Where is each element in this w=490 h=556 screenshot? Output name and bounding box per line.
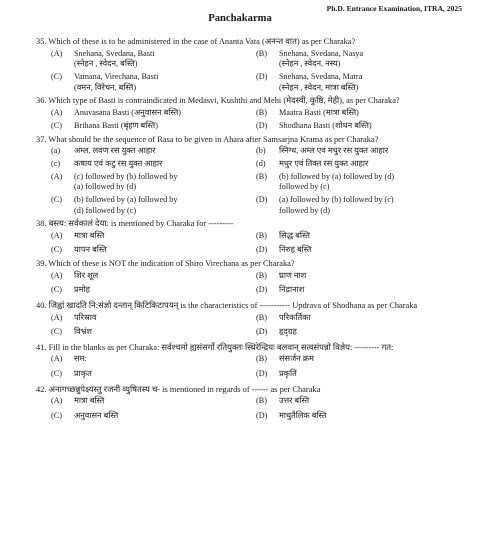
- option-item: [51, 327, 256, 338]
- option-line: (c) followed by (b) followed by: [74, 171, 178, 181]
- question-text: 38. बस्त्य: सर्वकालं देया: is mentioned by Charaka for ---------: [36, 219, 234, 229]
- option-item: [51, 231, 256, 242]
- option-label: (D): [256, 410, 268, 420]
- option-text: [74, 327, 256, 338]
- option-item: [256, 231, 466, 242]
- option-label: (A): [51, 107, 63, 117]
- option-item: [256, 146, 466, 157]
- option-label: (b): [256, 146, 266, 156]
- option-item: [256, 121, 466, 132]
- question-block: [36, 95, 466, 133]
- option-item: [256, 108, 466, 119]
- option-label: (D): [256, 71, 268, 81]
- option-item: [51, 271, 256, 282]
- option-text: [74, 231, 256, 242]
- option-line: परिकर्तिका: [279, 312, 311, 322]
- option-line: प्रकृतिं: [279, 368, 297, 378]
- question-text: 35. Which of these is to be administered in the case of Ananta Vata (अनन्त वात) as per Charaka?: [36, 37, 356, 46]
- option-line: Anuvasana Basti (अनुवासन बस्ति): [74, 107, 181, 117]
- option-line: (वमन, विरेचन, बस्ति): [74, 82, 137, 92]
- option-item: [51, 369, 256, 380]
- option-label: (A): [51, 396, 63, 406]
- option-line: Snehana, Svedana, Nasya: [279, 48, 364, 58]
- option-text: [74, 49, 256, 70]
- option-text: [74, 313, 256, 324]
- option-label: (A): [51, 48, 63, 58]
- option-text: [74, 411, 256, 422]
- option-text: [74, 245, 256, 256]
- option-text: [279, 313, 466, 324]
- option-item: [51, 146, 256, 157]
- question-text: 41. Fill in the blanks as per Charaka: सर्वश्चमो ह्यसंसर्गो रतियुक्तः स्थिरेन्द्रियः बलवान् सत्वसंपन्नो विज्ञेय: --------- गत:: [36, 342, 394, 352]
- option-item: [256, 396, 466, 407]
- question-block: [36, 258, 466, 300]
- option-line: घ्राण नाश: [279, 270, 307, 280]
- option-label: (B): [256, 171, 267, 181]
- option-text: [74, 72, 256, 93]
- option-label: (D): [256, 285, 268, 295]
- option-text: [279, 411, 466, 422]
- options-grid: [51, 313, 466, 342]
- option-label: (C): [51, 71, 62, 81]
- option-label: (D): [256, 195, 268, 205]
- option-line: (b) followed by (a) followed by (d): [279, 171, 395, 181]
- option-item: [51, 313, 256, 324]
- option-line: कषाय एवं कटु रस युक्त आहार: [74, 158, 163, 168]
- option-item: [51, 159, 256, 170]
- option-label: (A): [51, 312, 63, 322]
- option-text: [74, 369, 256, 380]
- option-item: [256, 327, 466, 338]
- option-item: [256, 354, 466, 365]
- question-block: [36, 384, 466, 426]
- option-label: (a): [51, 146, 61, 156]
- option-text: [279, 231, 466, 242]
- option-line: (स्नेहन , स्वेदन, नस्य): [279, 59, 341, 69]
- option-line: Snehana, Svedana, Basti: [74, 48, 155, 58]
- option-text: [279, 245, 466, 256]
- option-label: (B): [256, 107, 267, 117]
- option-line: (स्नेहन , स्वेदन, बस्ति): [74, 59, 138, 69]
- options-grid: [51, 146, 466, 218]
- question-text: 40. जिह्वां खादति नि:संज्ञो दन्तान् किटिकिटापयन् is the characteristics of ----------- Updrava of Shodhana as per Charaka: [36, 300, 418, 310]
- option-item: [51, 49, 256, 70]
- option-item: [51, 108, 256, 119]
- option-label: (d): [256, 158, 266, 168]
- option-item: [256, 49, 466, 70]
- option-item: [256, 411, 466, 422]
- question-block: [36, 134, 466, 219]
- option-text: [74, 195, 256, 216]
- option-text: [279, 354, 466, 365]
- option-line: मात्रा बस्ति: [74, 231, 105, 240]
- option-label: (C): [51, 285, 62, 295]
- option-text: [74, 146, 256, 157]
- option-item: [256, 245, 466, 256]
- question-text: 36. Which type of Basti is contraindicated in Medasvi, Kushthi and Mehi (मेदस्वी, कुष्ठि, मेही), as per Charaka?: [36, 96, 400, 106]
- option-text: [279, 121, 466, 132]
- option-text: [279, 327, 466, 338]
- option-line: सिद्ध बस्ति: [279, 231, 310, 240]
- option-text: [279, 159, 466, 170]
- option-label: (c): [51, 158, 61, 168]
- option-line: प्रमोह: [74, 285, 91, 295]
- options-grid: [51, 231, 466, 258]
- option-label: (A): [51, 231, 63, 240]
- option-label: (B): [256, 312, 267, 322]
- option-text: [74, 354, 256, 365]
- option-text: [279, 172, 466, 193]
- options-grid: [51, 396, 466, 425]
- option-text: [74, 108, 256, 119]
- option-label: (C): [51, 327, 62, 337]
- option-item: [51, 72, 256, 93]
- option-line: Snehana, Svedana, Matra: [279, 71, 363, 81]
- option-line: (a) followed by (d): [74, 182, 137, 192]
- option-item: [256, 271, 466, 282]
- option-item: [51, 245, 256, 256]
- option-item: [51, 354, 256, 365]
- option-label: (A): [51, 171, 63, 181]
- option-line: प्राकृत: [74, 368, 92, 378]
- option-label: (C): [51, 195, 62, 205]
- option-line: Shodhana Basti (शोधन बस्ति): [279, 120, 372, 130]
- option-text: [279, 195, 466, 216]
- option-line: (d) followed by (c): [74, 205, 137, 215]
- option-line: यापन बस्ति: [74, 244, 107, 254]
- question-block: [36, 342, 466, 384]
- options-grid: [51, 354, 466, 383]
- option-line: अनुवासन बस्ति: [74, 410, 119, 420]
- option-label: (D): [256, 120, 268, 130]
- option-line: स्निग्ध, अम्ल एवं मधुर रस युक्त आहार: [279, 146, 389, 156]
- option-text: [279, 146, 466, 157]
- option-text: [279, 396, 466, 407]
- option-item: [256, 159, 466, 170]
- option-item: [256, 195, 466, 216]
- option-label: (D): [256, 368, 268, 378]
- option-label: (A): [51, 270, 63, 280]
- option-line: (b) followed by (a) followed by: [74, 195, 178, 205]
- option-text: [279, 72, 466, 93]
- option-line: निरुह बस्ति: [279, 244, 312, 254]
- option-line: सम:: [74, 354, 87, 364]
- question-text: 37. What should be the sequence of Rasa to be given in Ahara after Samsarjna Krama as per Charaka?: [36, 134, 379, 144]
- option-item: [256, 313, 466, 324]
- option-text: [74, 285, 256, 296]
- question-block: [36, 36, 466, 95]
- option-label: (B): [256, 396, 267, 406]
- option-line: (a) followed by (b) followed by (c): [279, 195, 394, 205]
- option-label: (D): [256, 244, 268, 254]
- option-label: (D): [256, 327, 268, 337]
- option-line: followed by (c): [279, 182, 330, 192]
- options-grid: [51, 271, 466, 300]
- option-line: विभ्रंश: [74, 327, 92, 337]
- option-text: [279, 49, 466, 70]
- option-line: माधुतैलिक बस्ति: [279, 410, 327, 420]
- options-grid: [51, 49, 466, 96]
- option-text: [279, 271, 466, 282]
- option-text: [74, 159, 256, 170]
- option-label: (C): [51, 244, 62, 254]
- option-item: [51, 285, 256, 296]
- option-text: [74, 396, 256, 407]
- option-label: (C): [51, 368, 62, 378]
- option-line: शिर शूल: [74, 270, 99, 280]
- option-label: (A): [51, 354, 63, 364]
- exam-title: Ph.D. Entrance Examination, ITRA, 2025: [326, 4, 462, 13]
- option-line: हृद्ग्रह: [279, 327, 297, 337]
- option-text: [74, 271, 256, 282]
- option-item: [51, 195, 256, 216]
- option-line: संसर्जन क्रम: [279, 354, 314, 364]
- option-label: (B): [256, 354, 267, 364]
- option-line: मात्रा बस्ति: [74, 396, 105, 406]
- option-label: (C): [51, 120, 62, 130]
- option-line: Brihana Basti (बृंहण बस्ति): [74, 120, 158, 130]
- option-label: (B): [256, 231, 267, 240]
- option-text: [74, 172, 256, 193]
- option-item: [256, 369, 466, 380]
- option-item: [51, 121, 256, 132]
- question-block: [36, 300, 466, 342]
- option-line: followed by (d): [279, 205, 330, 215]
- option-label: (B): [256, 48, 267, 58]
- question-text: 39. Which of these is NOT the indication of Shiro Virechana as per Charaka?: [36, 259, 295, 269]
- option-item: [256, 172, 466, 193]
- option-line: उत्तर बस्ति: [279, 396, 310, 406]
- option-item: [51, 396, 256, 407]
- question-text: 42. अनागच्छन्नुपेक्ष्यस्तु रजनी व्युषितस्य च- is mentioned in regards of ------ as per Charaka: [36, 384, 321, 394]
- option-label: (C): [51, 410, 62, 420]
- option-item: [51, 411, 256, 422]
- option-line: (स्नेहन , स्वेदन, मात्रा बस्ति): [279, 82, 359, 92]
- option-line: अम्ल, लवण रस युक्त आहार: [74, 146, 156, 156]
- option-item: [256, 72, 466, 93]
- option-line: परिस्राव: [74, 312, 97, 322]
- option-line: Vamana, Virechana, Basti: [74, 71, 159, 81]
- option-item: [51, 172, 256, 193]
- option-line: निद्रानाश: [279, 285, 305, 295]
- option-item: [256, 285, 466, 296]
- question-list: [36, 36, 466, 425]
- option-label: (B): [256, 270, 267, 280]
- options-grid: [51, 108, 466, 134]
- option-text: [279, 285, 466, 296]
- subject-title: Panchakarma: [208, 13, 272, 24]
- option-text: [279, 369, 466, 380]
- option-line: मधुर एवं तिक्त रस युक्त आहार: [279, 158, 369, 168]
- option-line: Maatra Basti (मात्रा बस्ति): [279, 107, 359, 117]
- option-text: [279, 108, 466, 119]
- question-block: [36, 218, 466, 258]
- option-text: [74, 121, 256, 132]
